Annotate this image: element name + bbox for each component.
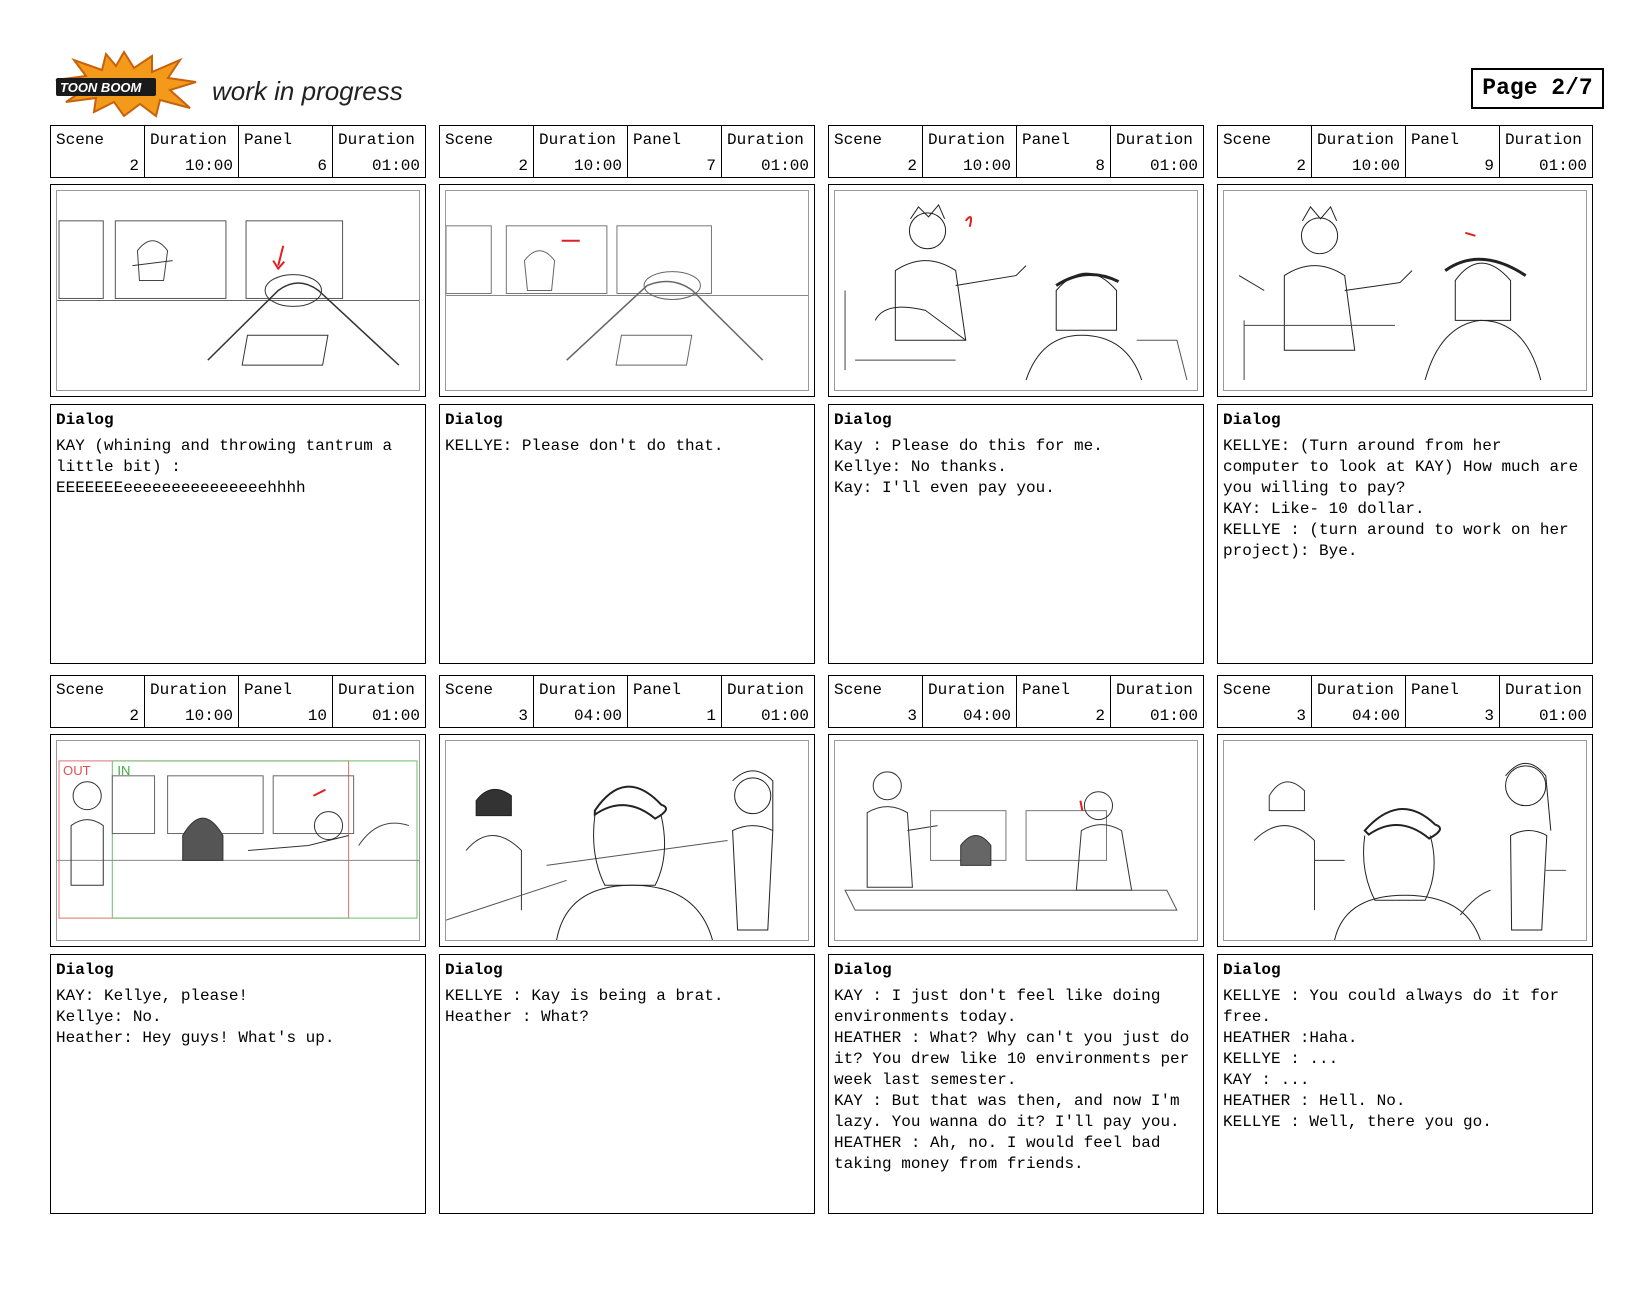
panel-label: Panel	[1411, 131, 1460, 149]
panel-cell	[1406, 126, 1500, 177]
scene-label: Scene	[56, 131, 105, 149]
sketch-image	[1223, 190, 1587, 391]
dialog-text: KELLYE : Kay is being a brat. Heather : What?	[445, 987, 724, 1026]
scene-cell	[1218, 126, 1312, 177]
panel-duration-cell	[1111, 126, 1203, 177]
panel-header	[50, 675, 426, 728]
sketch-frame	[439, 184, 815, 397]
panel-cell	[1017, 126, 1111, 177]
panel-cell	[1406, 676, 1500, 727]
dialog-text: KELLYE : You could always do it for free. HEATHER :Haha. KELLYE : ... KAY : ... HEATHER : Hell. No. KELLYE : Well, there you go.	[1223, 987, 1560, 1131]
scene-duration-cell	[534, 126, 628, 177]
dialog-text: KELLYE: Please don't do that.	[445, 437, 724, 455]
subtitle: work in progress	[212, 76, 403, 106]
panel-duration: 01:00	[1149, 707, 1198, 725]
scene-cell	[829, 126, 923, 177]
scene-number: 2	[1296, 157, 1306, 175]
panel-label: Panel	[633, 131, 682, 149]
scene-label: Scene	[445, 131, 494, 149]
panel-cell	[628, 126, 722, 177]
panel-duration-cell	[1111, 676, 1203, 727]
dialog-title: Dialog	[445, 411, 503, 429]
panel-label: Panel	[1022, 131, 1071, 149]
scene-duration: 10:00	[184, 707, 233, 725]
duration-label: Duration	[150, 131, 227, 149]
panel-duration: 01:00	[760, 707, 809, 725]
duration-label: Duration	[1317, 131, 1394, 149]
panel-cell	[239, 126, 333, 177]
scene-number: 3	[1296, 707, 1306, 725]
scene-cell	[51, 126, 145, 177]
panel-duration-cell	[722, 676, 814, 727]
panel-duration: 01:00	[371, 707, 420, 725]
scene-cell	[440, 126, 534, 177]
panel-duration: 01:00	[1149, 157, 1198, 175]
panel-number: 9	[1484, 157, 1494, 175]
dialog-text: KAY: Kellye, please! Kellye: No. Heather: Hey guys! What's up.	[56, 987, 335, 1047]
scene-label: Scene	[834, 131, 883, 149]
duration-label: Duration	[338, 681, 415, 699]
page-number: Page 2/7	[1471, 68, 1604, 109]
dialog-text: KAY (whining and throwing tantrum a little bit) : EEEEEEEeeeeeeeeeeeeeeehhhh	[56, 437, 393, 497]
dialog-title: Dialog	[1223, 411, 1281, 429]
sketch-image	[56, 740, 420, 941]
dialog-box	[50, 404, 426, 664]
panel-duration: 01:00	[760, 157, 809, 175]
scene-number: 2	[907, 157, 917, 175]
scene-duration-cell	[923, 126, 1017, 177]
panel-label: Panel	[244, 681, 293, 699]
dialog-box	[439, 954, 815, 1214]
panel-number: 10	[307, 707, 327, 725]
panel-header	[1217, 125, 1593, 178]
panel-header	[828, 125, 1204, 178]
panel-header	[439, 125, 815, 178]
dialog-title: Dialog	[56, 411, 114, 429]
sketch-frame	[1217, 184, 1593, 397]
dialog-box	[1217, 954, 1593, 1214]
scene-label: Scene	[445, 681, 494, 699]
duration-label: Duration	[338, 131, 415, 149]
sketch-image	[1223, 740, 1587, 941]
scene-duration: 04:00	[962, 707, 1011, 725]
panel-header	[50, 125, 426, 178]
scene-label: Scene	[1223, 131, 1272, 149]
dialog-box	[1217, 404, 1593, 664]
panel-duration-cell	[1500, 676, 1592, 727]
panel-number: 7	[706, 157, 716, 175]
duration-label: Duration	[928, 131, 1005, 149]
panel-number: 1	[706, 707, 716, 725]
scene-cell	[829, 676, 923, 727]
svg-text:TOON BOOM: TOON BOOM	[60, 80, 142, 95]
scene-duration: 04:00	[1351, 707, 1400, 725]
dialog-text: KELLYE: (Turn around from her computer to look at KAY) How much are you willing to pay? KAY: Like- 10 dollar. KELLYE : (turn around to work on her project): Bye.	[1223, 437, 1579, 560]
panel-duration-cell	[1500, 126, 1592, 177]
dialog-title: Dialog	[56, 961, 114, 979]
duration-label: Duration	[539, 681, 616, 699]
panel-duration: 01:00	[1538, 157, 1587, 175]
dialog-title: Dialog	[834, 411, 892, 429]
panel-duration-cell	[333, 676, 425, 727]
panel-label: Panel	[244, 131, 293, 149]
scene-cell	[440, 676, 534, 727]
duration-label: Duration	[727, 681, 804, 699]
dialog-box	[828, 404, 1204, 664]
sketch-frame	[50, 734, 426, 947]
duration-label: Duration	[1116, 131, 1193, 149]
duration-label: Duration	[1317, 681, 1394, 699]
scene-duration: 10:00	[962, 157, 1011, 175]
panel-number: 6	[317, 157, 327, 175]
panel-number: 3	[1484, 707, 1494, 725]
scene-duration-cell	[534, 676, 628, 727]
dialog-title: Dialog	[1223, 961, 1281, 979]
sketch-image	[56, 190, 420, 391]
scene-duration-cell	[145, 126, 239, 177]
scene-label: Scene	[834, 681, 883, 699]
duration-label: Duration	[928, 681, 1005, 699]
dialog-text: KAY : I just don't feel like doing environments today. HEATHER : What? Why can't you just do it? You drew like 10 environments per week last semester. KAY : But that was then, and now I'm lazy. You wanna do it? I'll pay you. HEATHER : Ah, no. I would feel bad taking money from friends.	[834, 987, 1190, 1173]
panel-number: 2	[1095, 707, 1105, 725]
panel-cell	[1017, 676, 1111, 727]
in-label: IN	[117, 762, 131, 778]
panel-label: Panel	[1022, 681, 1071, 699]
panel-number: 8	[1095, 157, 1105, 175]
scene-duration-cell	[1312, 676, 1406, 727]
scene-duration-cell	[145, 676, 239, 727]
duration-label: Duration	[539, 131, 616, 149]
scene-number: 2	[129, 707, 139, 725]
panel-duration-cell	[333, 126, 425, 177]
scene-label: Scene	[1223, 681, 1272, 699]
panel-cell	[239, 676, 333, 727]
panel-header	[828, 675, 1204, 728]
sketch-frame	[50, 184, 426, 397]
out-label: OUT	[63, 762, 91, 778]
scene-number: 3	[518, 707, 528, 725]
sketch-image	[834, 740, 1198, 941]
panel-duration: 01:00	[371, 157, 420, 175]
panel-header	[439, 675, 815, 728]
toon-boom-logo	[52, 50, 197, 118]
scene-duration-cell	[1312, 126, 1406, 177]
scene-number: 2	[129, 157, 139, 175]
panel-duration-cell	[722, 126, 814, 177]
scene-duration: 10:00	[1351, 157, 1400, 175]
duration-label: Duration	[727, 131, 804, 149]
scene-duration: 04:00	[573, 707, 622, 725]
duration-label: Duration	[1505, 681, 1582, 699]
duration-label: Duration	[150, 681, 227, 699]
scene-duration-cell	[923, 676, 1017, 727]
panel-label: Panel	[633, 681, 682, 699]
dialog-box	[439, 404, 815, 664]
dialog-text: Kay : Please do this for me. Kellye: No thanks. Kay: I'll even pay you.	[834, 437, 1103, 497]
panel-label: Panel	[1411, 681, 1460, 699]
sketch-frame	[828, 184, 1204, 397]
sketch-image	[445, 740, 809, 941]
sketch-image	[445, 190, 809, 391]
scene-number: 2	[518, 157, 528, 175]
scene-number: 3	[907, 707, 917, 725]
duration-label: Duration	[1505, 131, 1582, 149]
sketch-frame	[828, 734, 1204, 947]
scene-duration: 10:00	[184, 157, 233, 175]
dialog-title: Dialog	[445, 961, 503, 979]
sketch-frame	[1217, 734, 1593, 947]
sketch-frame	[439, 734, 815, 947]
scene-label: Scene	[56, 681, 105, 699]
panel-cell	[628, 676, 722, 727]
scene-cell	[1218, 676, 1312, 727]
duration-label: Duration	[1116, 681, 1193, 699]
panel-duration: 01:00	[1538, 707, 1587, 725]
dialog-box	[828, 954, 1204, 1214]
dialog-box	[50, 954, 426, 1214]
sketch-image	[834, 190, 1198, 391]
scene-duration: 10:00	[573, 157, 622, 175]
dialog-title: Dialog	[834, 961, 892, 979]
panel-header	[1217, 675, 1593, 728]
scene-cell	[51, 676, 145, 727]
